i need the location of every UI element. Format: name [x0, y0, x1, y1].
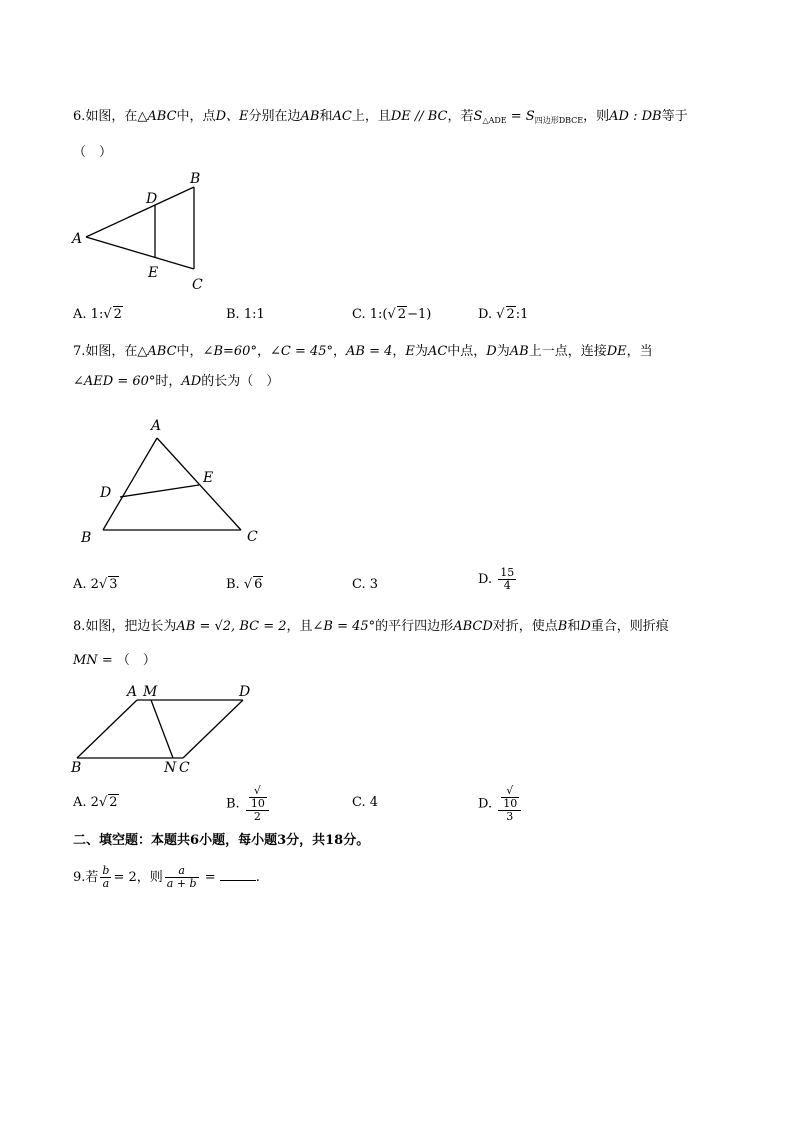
q6-triangle-figure — [60, 165, 220, 295]
q7-triangle-figure — [75, 410, 275, 550]
q9-answer-blank[interactable] — [220, 868, 256, 881]
q8-label-c: C — [179, 760, 190, 776]
q7-label-a: A — [151, 418, 162, 434]
q7-label-d: D — [100, 485, 112, 501]
q7-stem-line2: ∠AED = 60°时，AD的长为（ ） — [73, 374, 280, 389]
q8-stem-line2: MN = （ ） — [73, 653, 156, 668]
q7-option-d-fraction: $\frac{15}{4}$ — [500, 566, 515, 592]
q8-option-b-fraction: √ 10 2 — [246, 785, 269, 823]
q9-fraction-b-over-a: $\frac{b}{a}$ — [102, 864, 110, 890]
q8-option-b[interactable]: B. √ 10 2 — [226, 785, 271, 823]
q7-option-d[interactable]: D. $\frac{15}{4}$ — [478, 566, 515, 592]
q6-option-d[interactable]: D. √ 2:1 — [478, 307, 529, 322]
q8-stem-line1: 8.如图，把边长为AB = √2, BC = 2，且∠B = 45°的平行四边形ABCD对折，使点B和D重合，则折痕 — [73, 619, 669, 634]
q6-label-c: C — [192, 277, 203, 293]
q8-option-c[interactable]: C. 4 — [352, 795, 379, 810]
q8-label-d: D — [239, 684, 251, 700]
q8-parallelogram-figure — [65, 680, 275, 780]
q7-option-a[interactable]: A. 2√ 3 — [73, 577, 118, 592]
q6-label-a: A — [72, 231, 83, 247]
q6-stem-line2: （ ） — [73, 145, 113, 160]
q7-label-b: B — [81, 530, 92, 546]
q8-label-n: N — [164, 760, 177, 776]
q6-label-d: D — [146, 191, 158, 207]
q8-label-b: B — [71, 760, 82, 776]
q7-option-c[interactable]: C. 3 — [352, 577, 379, 592]
q6-option-c[interactable]: C. 1:(√ 2−1) — [352, 307, 432, 322]
q8-label-a: A — [127, 684, 138, 700]
q8-option-d-fraction: √ 10 3 — [498, 785, 521, 823]
q6-option-b[interactable]: B. 1:1 — [226, 307, 265, 322]
q8-option-d[interactable]: D. √ 10 3 — [478, 785, 523, 823]
q6-option-a[interactable]: A. 1:√ 2 — [73, 307, 122, 322]
q7-label-c: C — [247, 529, 258, 545]
q7-label-e: E — [203, 470, 214, 486]
q7-stem-line1: 7.如图，在△ABC中，∠B=60°，∠C = 45°，AB = 4，E为AC中点，D为AB上一点，连接DE，当 — [73, 344, 653, 359]
q8-option-a[interactable]: A. 2√ 2 — [73, 795, 118, 810]
q9-fraction-a-over-sum: $\frac{a}{a + b}$ — [166, 864, 197, 890]
q6-label-e: E — [148, 265, 159, 281]
section-2-heading: 二、填空题：本题共6小题，每小题3分，共18分。 — [73, 833, 370, 848]
q7-option-b[interactable]: B. √ 6 — [226, 577, 263, 592]
q8-label-m: M — [143, 684, 158, 700]
q9-stem: 9.若 $\frac{b}{a}$ = 2，则 $\frac{a}{a + b}$ = . — [73, 864, 260, 890]
q6-label-b: B — [190, 171, 201, 187]
q6-stem-line1: 6.如图，在△ABC中，点D、E分别在边AB和AC上，且DE // BC，若$S_{\triangle ADE} = S_{四边形DBCE}$，则AD : DB等于 — [73, 109, 688, 125]
